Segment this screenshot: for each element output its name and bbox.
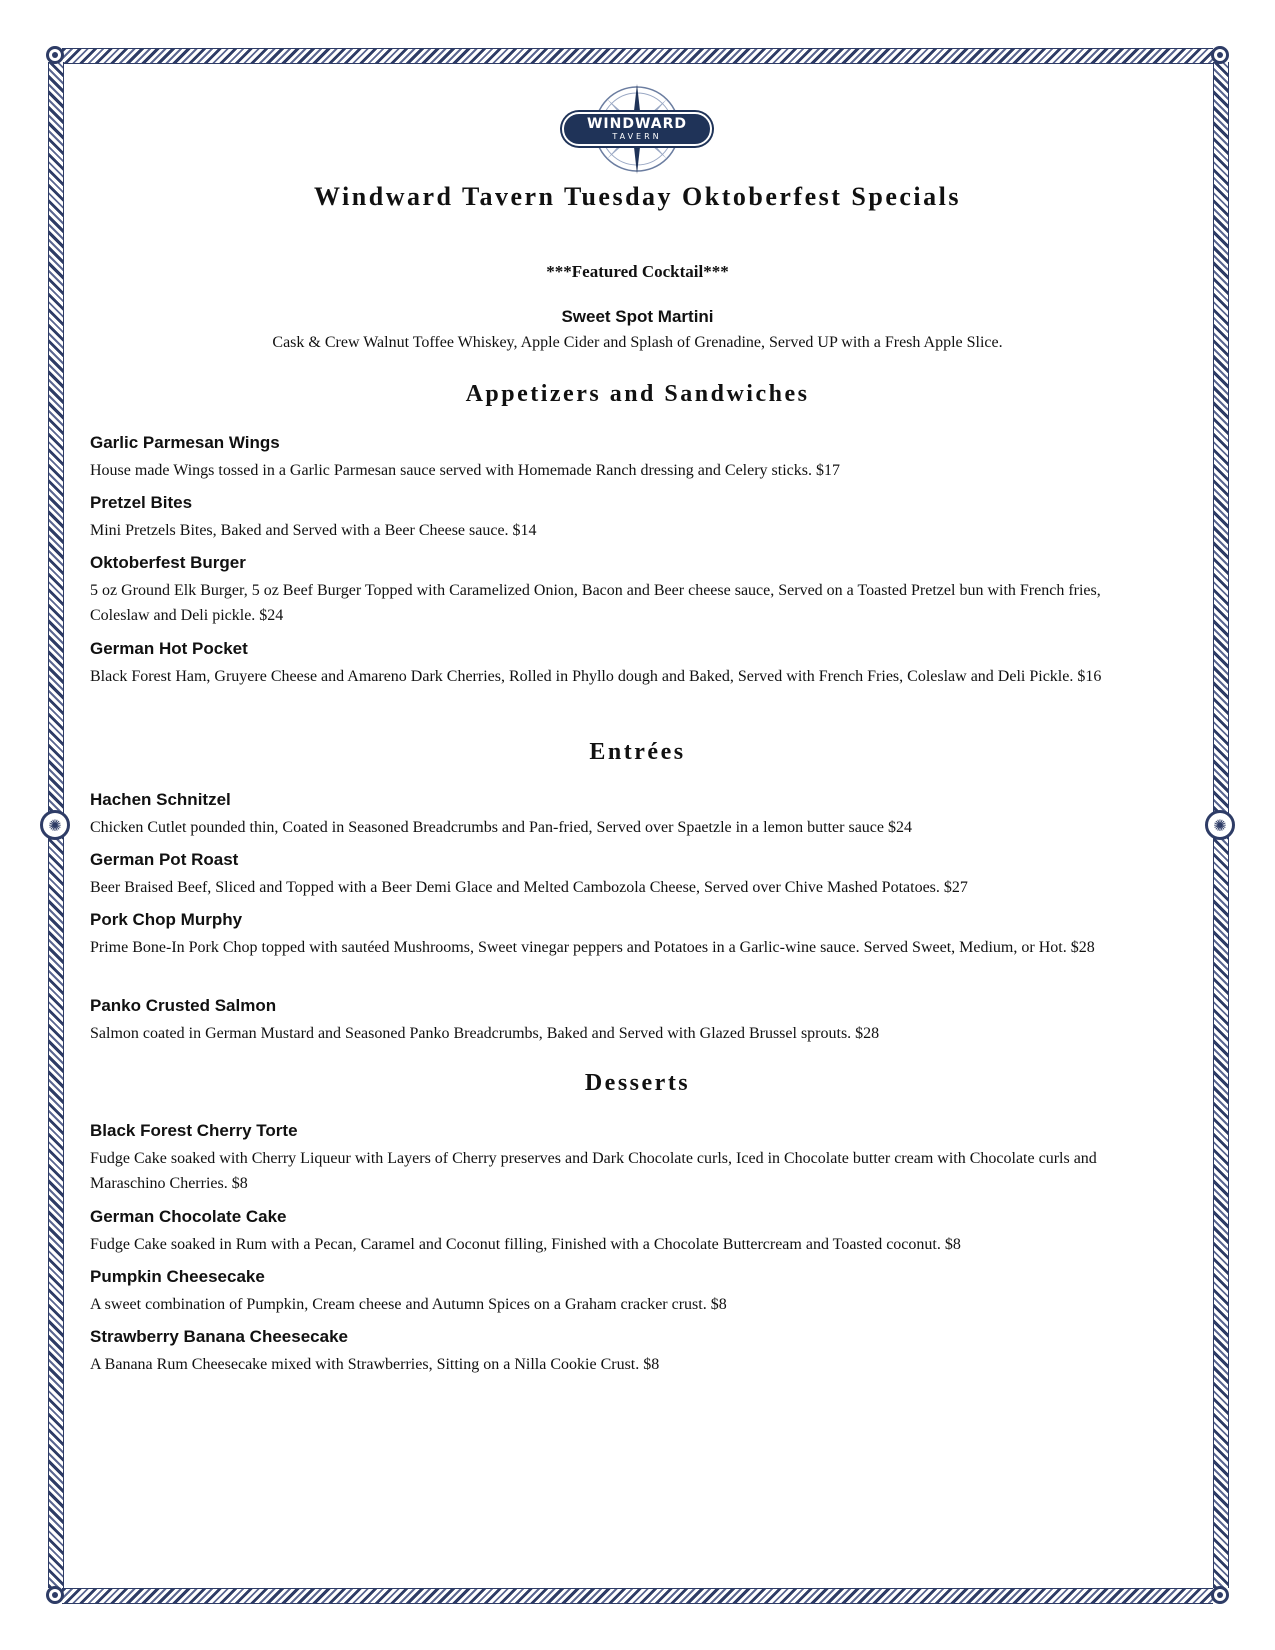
featured-cocktail-label: ***Featured Cocktail***: [546, 262, 729, 281]
logo-sub: TAVERN: [612, 132, 662, 141]
menu-item: [90, 849, 1150, 900]
menu-item-description: Prime Bone-In Pork Chop topped with sautéed Mushrooms, Sweet vinegar peppers and Potatoes in a Garlic-wine sauce. Served Sweet, Medium, or Hot. $28: [90, 939, 1095, 956]
menu-item: [90, 1266, 1150, 1317]
corner-knot-icon: [1211, 46, 1229, 64]
menu-item-name: Pretzel Bites: [90, 493, 193, 512]
featured-cocktail-name: Sweet Spot Martini: [561, 307, 714, 326]
menu-item-name: Garlic Parmesan Wings: [90, 433, 280, 452]
menu-item: [90, 552, 1150, 628]
menu-item-description: Fudge Cake soaked in Rum with a Pecan, Caramel and Coconut filling, Finished with a Chocolate Buttercream and Toasted coconut. $8: [90, 1236, 961, 1253]
menu-item-description: A sweet combination of Pumpkin, Cream cheese and Autumn Spices on a Graham cracker crust. $8: [90, 1296, 727, 1313]
menu-item: [90, 1326, 1150, 1377]
menu-item-description: Beer Braised Beef, Sliced and Topped with a Beer Demi Glace and Melted Cambozola Cheese, Served over Chive Mashed Potatoes. $27: [90, 879, 968, 896]
menu-item-name: German Hot Pocket: [90, 639, 248, 658]
menu-item-description: Chicken Cutlet pounded thin, Coated in Seasoned Breadcrumbs and Pan-fried, Served over Spaetzle in a lemon butter sauce $24: [90, 819, 912, 836]
menu-item-description: Salmon coated in German Mustard and Seasoned Panko Breadcrumbs, Baked and Served with Glazed Brussel sprouts. $28: [90, 1025, 880, 1042]
menu-item: [90, 995, 1150, 1046]
menu-item-name: Black Forest Cherry Torte: [90, 1121, 298, 1140]
menu-item-description: Fudge Cake soaked with Cherry Liqueur with Layers of Cherry preserves and Dark Chocolate curls, Iced in Chocolate butter cream with Chocolate curls and Maraschino Cherries. $8: [90, 1150, 1097, 1192]
menu-item-name: Strawberry Banana Cheesecake: [90, 1327, 348, 1346]
corner-knot-icon: [1211, 1586, 1229, 1604]
rope-border-top: [62, 48, 1213, 64]
menu-item: [90, 1120, 1150, 1196]
menu-item-description: Mini Pretzels Bites, Baked and Served with a Beer Cheese sauce. $14: [90, 522, 537, 539]
logo-plate: [562, 112, 712, 146]
menu-item-name: Oktoberfest Burger: [90, 553, 246, 572]
menu-item-description: 5 oz Ground Elk Burger, 5 oz Beef Burger Topped with Caramelized Onion, Bacon and Beer cheese sauce, Served on a Toasted Pretzel bun with French fries, Coleslaw and Deli pickle. $24: [90, 582, 1101, 624]
menu-item-name: Pork Chop Murphy: [90, 910, 243, 929]
menu-item: [90, 789, 1150, 840]
menu-item-name: Pumpkin Cheesecake: [90, 1267, 265, 1286]
logo-name: WINDWARD: [586, 116, 688, 132]
section-heading-desserts: Desserts: [584, 1070, 691, 1096]
corner-knot-icon: [46, 1586, 64, 1604]
menu-item-name: Panko Crusted Salmon: [90, 996, 277, 1015]
compass-medallion-icon: ✺: [40, 810, 70, 840]
menu-item-description: A Banana Rum Cheesecake mixed with Strawberries, Sitting on a Nilla Cookie Crust. $8: [90, 1356, 660, 1373]
menu-item: [90, 909, 1150, 960]
menu-item-description: Black Forest Ham, Gruyere Cheese and Amareno Dark Cherries, Rolled in Phyllo dough and Baked, Served with French Fries, Coleslaw and Deli Pickle. $16: [90, 668, 1102, 685]
menu-item-name: Hachen Schnitzel: [90, 790, 231, 809]
featured-cocktail-description: Cask & Crew Walnut Toffee Whiskey, Apple Cider and Splash of Grenadine, Served UP with a Fresh Apple Slice.: [272, 334, 1003, 351]
section-heading-entrees: Entrées: [589, 739, 686, 765]
menu-item: [90, 432, 1150, 483]
page-title: Windward Tavern Tuesday Oktoberfest Specials: [314, 182, 961, 211]
rope-border-bottom: [62, 1588, 1213, 1604]
compass-medallion-icon: ✺: [1205, 810, 1235, 840]
section-heading-appetizers: Appetizers and Sandwiches: [465, 381, 810, 407]
menu-item-name: German Chocolate Cake: [90, 1207, 287, 1226]
corner-knot-icon: [46, 46, 64, 64]
menu-item: [90, 1206, 1150, 1257]
menu-item-name: German Pot Roast: [90, 850, 239, 869]
menu-item: [90, 638, 1150, 689]
windward-tavern-logo: [562, 82, 712, 182]
menu-item: [90, 492, 1150, 543]
menu-item-description: House made Wings tossed in a Garlic Parmesan sauce served with Homemade Ranch dressing and Celery sticks. $17: [90, 462, 840, 479]
